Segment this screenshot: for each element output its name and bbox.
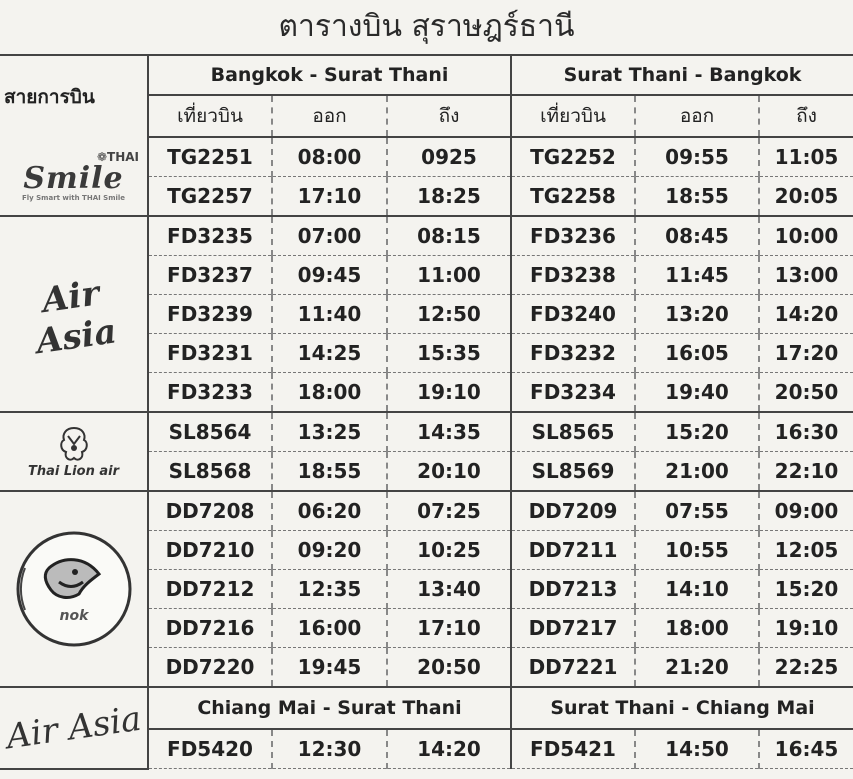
flight-number: DD7210 — [148, 531, 272, 570]
flight-row — [0, 412, 853, 452]
depart-column-header: ออก — [635, 95, 759, 137]
departure-time: 17:10 — [272, 177, 387, 217]
flight-number: FD3233 — [148, 373, 272, 413]
departure-time: 07:55 — [635, 491, 759, 531]
flight-number: DD7213 — [511, 570, 635, 609]
route-header-row — [0, 55, 853, 95]
departure-time: 14:10 — [635, 570, 759, 609]
arrival-time: 20:10 — [387, 452, 511, 492]
airline-logo-cell — [0, 216, 148, 412]
flight-row — [0, 137, 853, 177]
flight-number: SL8565 — [511, 412, 635, 452]
lion-air-wordmark: Thai Lion air — [28, 464, 119, 479]
flight-number: FD5420 — [148, 729, 272, 769]
departure-time: 13:20 — [635, 295, 759, 334]
departure-time: 19:45 — [272, 648, 387, 688]
flight-number: SL8564 — [148, 412, 272, 452]
smile-wordmark: Smile — [23, 161, 124, 196]
departure-time: 10:55 — [635, 531, 759, 570]
flight-number: DD7221 — [511, 648, 635, 688]
arrival-time: 20:50 — [387, 648, 511, 688]
airline-logo-cell — [0, 491, 148, 687]
airline-logo-cell — [0, 137, 148, 216]
flight-number: FD5421 — [511, 729, 635, 769]
departure-time: 13:25 — [272, 412, 387, 452]
smile-tagline: Fly Smart with THAI Smile — [21, 194, 126, 202]
flight-number: FD3239 — [148, 295, 272, 334]
arrival-time: 17:10 — [387, 609, 511, 648]
flight-number: FD3237 — [148, 256, 272, 295]
flight-number: FD3236 — [511, 216, 635, 256]
departure-time: 19:40 — [635, 373, 759, 413]
departure-time: 08:45 — [635, 216, 759, 256]
arrival-time: 08:15 — [387, 216, 511, 256]
flight-column-header: เที่ยวบิน — [148, 95, 272, 137]
route-outbound-header: Chiang Mai - Surat Thani — [148, 687, 511, 729]
airline-logo-cell — [0, 687, 148, 769]
flight-number: TG2252 — [511, 137, 635, 177]
flight-number: SL8569 — [511, 452, 635, 492]
departure-time: 09:45 — [272, 256, 387, 295]
arrival-time: 10:25 — [387, 531, 511, 570]
nok-wordmark: nok — [59, 608, 88, 624]
arrive-column-header: ถึง — [387, 95, 511, 137]
arrival-time: 13:00 — [759, 256, 853, 295]
lion-icon — [52, 424, 96, 464]
thai-lion-air-logo — [0, 424, 147, 479]
flight-schedule-table — [0, 54, 853, 770]
departure-time: 08:00 — [272, 137, 387, 177]
arrival-time: 16:30 — [759, 412, 853, 452]
depart-column-header: ออก — [272, 95, 387, 137]
flight-number: FD3232 — [511, 334, 635, 373]
arrival-time: 14:20 — [759, 295, 853, 334]
arrival-time: 14:20 — [387, 729, 511, 769]
arrival-time: 07:25 — [387, 491, 511, 531]
flight-number: FD3235 — [148, 216, 272, 256]
airasia-logo — [0, 698, 147, 757]
arrival-time: 11:00 — [387, 256, 511, 295]
departure-time: 12:35 — [272, 570, 387, 609]
flight-number: TG2258 — [511, 177, 635, 217]
arrive-column-header: ถึง — [759, 95, 853, 137]
arrival-time: 15:35 — [387, 334, 511, 373]
flight-number: FD3240 — [511, 295, 635, 334]
flight-number: SL8568 — [148, 452, 272, 492]
arrival-time: 17:20 — [759, 334, 853, 373]
arrival-time: 20:05 — [759, 177, 853, 217]
flight-number: DD7217 — [511, 609, 635, 648]
route-inbound-header: Surat Thani - Bangkok — [511, 55, 853, 95]
arrival-time: 09:00 — [759, 491, 853, 531]
departure-time: 21:00 — [635, 452, 759, 492]
departure-time: 21:20 — [635, 648, 759, 688]
arrival-time: 0925 — [387, 137, 511, 177]
flight-row — [0, 491, 853, 531]
flight-number: TG2257 — [148, 177, 272, 217]
flight-number: DD7208 — [148, 491, 272, 531]
departure-time: 14:25 — [272, 334, 387, 373]
flight-row — [0, 216, 853, 256]
arrival-time: 20:50 — [759, 373, 853, 413]
arrival-time: 10:00 — [759, 216, 853, 256]
departure-time: 11:45 — [635, 256, 759, 295]
arrival-time: 18:25 — [387, 177, 511, 217]
departure-time: 18:00 — [272, 373, 387, 413]
departure-time: 16:05 — [635, 334, 759, 373]
nok-air-logo — [0, 528, 147, 650]
departure-time: 16:00 — [272, 609, 387, 648]
arrival-time: 12:05 — [759, 531, 853, 570]
departure-time: 07:00 — [272, 216, 387, 256]
airline-column-header: สายการบิน — [0, 55, 148, 137]
departure-time: 06:20 — [272, 491, 387, 531]
arrival-time: 14:35 — [387, 412, 511, 452]
thai-orchid-icon: ❁THAI — [96, 150, 139, 164]
arrival-time: 22:10 — [759, 452, 853, 492]
flight-number: DD7209 — [511, 491, 635, 531]
flight-number: FD3231 — [148, 334, 272, 373]
arrival-time: 16:45 — [759, 729, 853, 769]
airline-logo-cell — [0, 412, 148, 491]
arrival-time: 12:50 — [387, 295, 511, 334]
arrival-time: 19:10 — [387, 373, 511, 413]
airasia-wordmark: Air Asia — [3, 698, 144, 757]
nok-bird-icon — [13, 528, 135, 650]
departure-time: 18:55 — [635, 177, 759, 217]
arrival-time: 22:25 — [759, 648, 853, 688]
arrival-time: 19:10 — [759, 609, 853, 648]
route-header-row — [0, 687, 853, 729]
departure-time: 09:20 — [272, 531, 387, 570]
page-title: ตารางบิน สุราษฎร์ธานี — [278, 9, 575, 44]
arrival-time: 15:20 — [759, 570, 853, 609]
departure-time: 09:55 — [635, 137, 759, 177]
flight-number: DD7211 — [511, 531, 635, 570]
departure-time: 14:50 — [635, 729, 759, 769]
flight-column-header: เที่ยวบิน — [511, 95, 635, 137]
flight-number: TG2251 — [148, 137, 272, 177]
route-inbound-header: Surat Thani - Chiang Mai — [511, 687, 853, 729]
departure-time: 12:30 — [272, 729, 387, 769]
departure-time: 18:00 — [635, 609, 759, 648]
airasia-wordmark: Air Asia — [33, 273, 119, 363]
thai-smile-logo — [0, 137, 147, 215]
arrival-time: 11:05 — [759, 137, 853, 177]
thai-tag-text: THAI — [107, 150, 139, 164]
flight-number: FD3238 — [511, 256, 635, 295]
flight-number: DD7220 — [148, 648, 272, 688]
flight-number: FD3234 — [511, 373, 635, 413]
flight-number: DD7212 — [148, 570, 272, 609]
airasia-logo — [0, 271, 147, 363]
flight-number: DD7216 — [148, 609, 272, 648]
route-outbound-header: Bangkok - Surat Thani — [148, 55, 511, 95]
departure-time: 15:20 — [635, 412, 759, 452]
departure-time: 18:55 — [272, 452, 387, 492]
departure-time: 11:40 — [272, 295, 387, 334]
arrival-time: 13:40 — [387, 570, 511, 609]
